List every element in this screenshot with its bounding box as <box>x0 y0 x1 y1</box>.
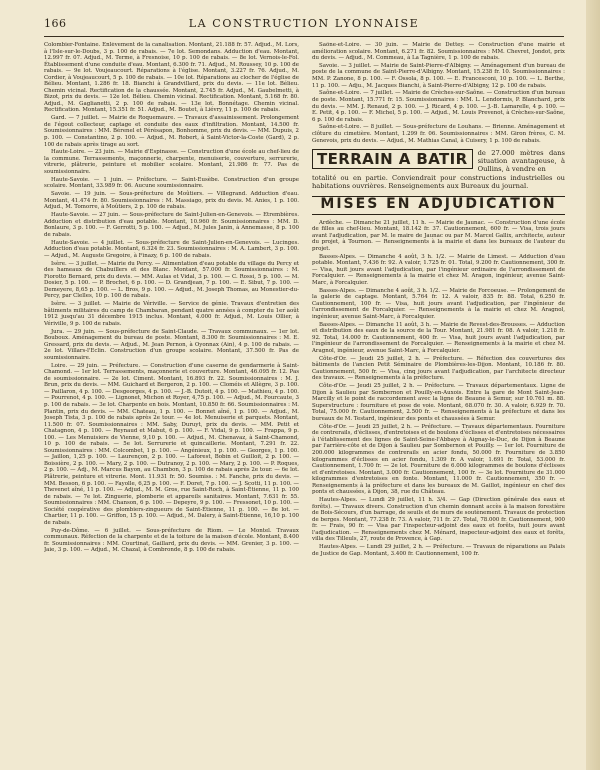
article-paragraph: Saône-et-Loire. — 7 juillet. — Mairie de Crèches-sur-Saône. — Construction d'un bureau de poste. Montant, 15.771 fr. 15. Soumissionnaires : MM. L. Lendormis, P. Blanchard, prix du devis. — MM. J. Renaud, 2 p. 100. — J. Ricard, 4 p. 100. — J.-B. Lamarelle, 4 p. 100. — E. Petit, 4 p. 100. — F. Michel, 5 p. 100. — Adjud., M. Louis Prevenot, à Crèches-sur-Saône, 6 p. 100 de rabais. <box>312 90 565 123</box>
article-paragraph: Isère. — 3 juillet. — Mairie de Vériville. — Service de génie. Travaux d'entretien des bâtiments militaires du camp de Chambaran, pendant quatre années à compter du 1er août 1912 jusqu'au 31 décembre 1915 inclus. Montant, 4.000 fr. Adjud., M. Louis Ollier, à Vériville, 9 p. 100 de rabais. <box>44 301 299 327</box>
article-paragraph: Haute-Savoie. — 27 juin. — Sous-préfecture de Saint-Julien-en-Genevois. — Etrembières. Adduction et distribution d'eau potable. Montant, 10.960 fr. Soumissionnaires : MM. D. Bonlaure, 3 p. 100. — F. Gerrotti, 5 p. 100. — Adjud., M. Jules Janin, à Annemasse, 8 p. 100 de rabais. <box>44 212 299 238</box>
article-paragraph: Savoie. — 3 juillet. — Mairie de Saint-Pierre-d'Albigny. — Aménagement d'un bureau de poste de la commune de Saint-Pierre-d'Albigny. Montant, 15.238 fr. 10. Soumissionnaires : MM. P. Zanone, 8 p. 100. — F. Ossola, 8 p. 100. — E. Francesconi, 10 p. 100. — L. Berthe, 11 p. 100. — Adju., M. Jacques Bianchi, à Saint-Pierre-d'Albigny, 12 p. 100 de rabais. <box>312 62 565 89</box>
right-column <box>312 42 565 754</box>
advertisement-body: totalité ou en partie. Conviendrait pour constructions industrielles ou habitations ouvrières. Renseignements aux Bureaux du journal. <box>312 174 565 191</box>
advertisement-head <box>312 149 565 173</box>
tender-paragraph: Côte-d'Or. — Jeudi 25 juillet, 2 h. — Préfecture. — Travaux départementaux. Fourniture de contrerails, d'éclisses, d'entretoises et de boulons d'éclisses et d'entretoises nécessaires à l'établissement des lignes de Saint-Seine-l'Abbaye à Aignay-le-Duc, de Dijon à Beaune par l'arrière-côte et de Dijon à Saulieu par Sombernon et Pouilly. — 1er lot. Fourniture de 200.000 kilogrammes de contrerails en acier fondu, 50.000 fr. Fourniture de 3.850 kilogrammes d'éclisses en acier fondu, 1.309 fr. A valoir, 1.691 fr. Total, 53.000 fr. Cautionnement, 1.700 fr. — 2e lot. Fourniture de 6.000 kilogrammes de boulons d'éclisses et d'entretoises. Montant, 3.000 fr. Cautionnement, 100 fr. — 3e lot. Fourniture de 31.000 kilogrammes d'entretoises en fonte. Montant, 11.000 fr. Cautionnement, 350 fr. — Renseignements à la préfecture et dans les bureaux de M. Gaillot, ingénieur en chef des ponts et chaussées, à Dijon, 38, rue du Château. <box>312 423 565 496</box>
article-paragraph: Saône-et-Loire. — 30 juin. — Mairie de Dettey. — Construction d'une mairie et amélioration scolaire. Montant, 6.271 fr. 82. Soumissionnaires : MM. Chevret, Jondot, prix du devis. — Adjud., M. Commeau, à La Tagnière, 1 p. 100 de rabais. <box>312 42 565 62</box>
advertisement-headline: de 27.000 mètres dans situation avantageuse, à Oullins, à vendre en <box>477 149 565 174</box>
tender-paragraph: Basses-Alpes. — Dimanche 11 août, 3 h. — Mairie de Revest-des-Brousses. — Adduction et distribution des eaux de la source de la Tour. Montant, 21.981 fr. 08. A valoir, 1.218 fr. 92. Total, 14.000 fr. Cautionnement, 400 fr. — Visa, huit jours avant l'adjudication, par l'ingénieur de l'arrondissement de Forcalquier. — Renseignements à la mairie et chez M. Aragnol, ingénieur, avenue Saint-Marc, à Forcalquier. <box>312 321 565 354</box>
article-paragraph: Saône-et-Loire. — 8 juillet. — Sous-préfecture de Louhans. — Brienne. Aménagement et clôture du cimetière. Montant, 1.299 fr. 06. Soumissionnaires : MM. Giron frères, C. M. Genevois, prix du devis. — Adjud., M. Mathias Canal, à Cuisery, 1 p. 100 de rabais. <box>312 124 565 144</box>
running-title: LA CONSTRUCTION LYONNAISE <box>188 17 420 30</box>
article-paragraph: Puy-de-Dôme. — 6 juillet. — Sous-préfecture de Riom. — Le Montel. Travaux communaux. Réfection de la charpente et de la toiture de la maison d'école. Montant, 8.400 fr. Soumissionnaires : MM. Courtinat, Gaillard, prix du devis. — MM. Grenier, 3 p. 100. — Jaie, 3 p. 100. — Adjud., M. Chazal, à Combronde, 8 p. 100 de rabais. <box>44 527 299 554</box>
article-paragraph: Haute-Savoie. — 1 juin. — Préfecture. — Saint-Eusèbe. Construction d'un groupe scolaire. Montant, 33.989 fr. 06. Aucune soumissionnaire. <box>44 176 299 190</box>
article-paragraph: Colombier-Fontaine. Enlèvement de la canalisation. Montant, 21.188 fr. 57. Adjud., M. Lors, à l'Isle-sur-le-Doubs, 3 p. 100 de rabais. — 7e lot. Semondans. Adduction d'eau. Montant, 12.997 fr. 07. Adjud., M. Terme, à Fresnoise, 10 p. 100 de rabais. — 8e lot. Vernois-le-Fol. Établissement d'une conduite d'eau. Montant, 6.300 fr. 71. Adjud., M. Roussey, 10 p. 100 de rabais. — 9e lot. Voujeaucourt. Réparations à l'église. Montant, 3.227 fr. 76. Adjud., M. Cordier, à Voujeaucourt, 5 p. 100 de rabais. — 10e lot. Réparations au clocher de l'église de Bélieu. Montant, 1.286 fr. 18. Bianchi à Grandvillard, prix du devis. — 11e lot. Bélieu. Chemin vicinal. Rectification de la chaussée. Montant, 2.745 fr. Adjud., M. Gaubelmetti, à Bizot, prix du devis. — 12e lot. Bélieu. Chemin vicinal. Rectification. Montant, 5.168 fr. 80. Adjud., M. Gaglianetti, 2 p. 100 de rabais. — 13e lot. Bonnétage. Chemin vicinal. Rectification. Montant, 15.351 fr. 51. Adjud., M. Boutet, à Liévry, 11 p. 100 de rabais. <box>44 42 299 114</box>
advertisement <box>312 149 565 190</box>
tender-paragraph: Côte-d'Or. — Jeudi 25 juillet, 2 h. — Préfecture. — Réfection des couvertures des bâtiments de l'ancien Petit Séminaire de Plombières-les-Dijon. Montant, 10.186 fr. 80. Cautionnement, 500 fr. — Visa, cinq jours avant l'adjudication, par l'architecte directeur des travaux. — Renseignements à la préfecture. <box>312 355 565 382</box>
article-paragraph: Savoie. — 19 juin. — Sous-préfecture de Moûtiers. — Villegrand. Adduction d'eau. Montant, 41.474 fr. 80. Soumissionnaires : M. Massiago, prix du devis. M. Anies, 1 p. 100. Adjud., M. Tomorre, à Moûtiers, 2 p. 100 de rabais. <box>44 191 299 211</box>
tender-paragraph: Côte-d'Or. — Jeudi 25 juillet, 2 h. — Préfecture. — Travaux départementaux. Ligne de Dijon à Saulieu par Sombernon et Pouilly-en-Auxois. Entre la gare de Mont Saint-Jean-Marcilly et le point de raccordement avec la ligne de Beaune à Semur, sur 10.761 m. 88. Superstructure : fourniture et pose de voie. Montant, 68.070 fr. 30. A valoir, 6.929 fr. 70. Total, 75.000 fr. Cautionnement, 2.500 fr. — Renseignements à la préfecture et dans les bureaux de M. Testard, ingénieur des ponts et chaussées à Semur. <box>312 383 565 422</box>
section-rule <box>312 214 565 215</box>
tender-paragraph: Hautes-Alpes. — Lundi 29 juillet, 2 h. — Préfecture. — Travaux de réparations au Palais de Justice de Gap. Montant, 3.400 fr. Cautionnement, 100 fr. <box>312 544 565 557</box>
tender-paragraph: Ardèche. — Dimanche 21 juillet, 11 h. — Mairie de Jaunac. — Construction d'une école de filles au chef-lieu. Montant, 18.142 fr. 37. Cautionnement, 600 fr. — Visa, trois jours avant l'adjudication, par M. le maire de Jaunac ou par M. Marcel Gallix, architecte, auteur du projet, à Tournon. — Renseignements à la mairie et dans les bureaux de l'auteur du projet. <box>312 219 565 252</box>
page-number: 166 <box>44 17 67 30</box>
tender-paragraph: Basses-Alpes. — Dimanche 4 août, 3 h. 1/2. — Mairie de Forcoeuse. — Prolongement de la galerie de captage. Montant, 5.764 fr. 12. A valoir, 835 fr. 88. Total, 6.250 fr. Cautionnement, 100 fr. — Visa, huit jours avant l'adjudication, par l'ingénieur de l'arrondissement de Forcalquier. — Renseignements à la mairie et chez M. Aragnol, ingénieur, avenue Saint-Marc, à Forcalquier. <box>312 287 565 320</box>
left-column <box>44 42 299 754</box>
article-paragraph: Loire. — 29 juin. — Préfecture. — Construction d'une caserne de gendarmerie à Saint-Chamond. — 1er lot. Terrassements, maçonnerie et couverture. Montant, 46.095 fr. 12. Pas de soumissionnaire. — 2e lot. Ciment. Montant, 16.893 fr. 22. Soumissionnaires : M. J. Brun, prix du devis. — MM. Guichard et Bergeron, 2 p. 100. — Cloméis et Allègre, 3 p. 100. — Paillaron, 4 p. 100. — Desgeorges, 4 p. 100. — J.-B. Dutoit, 4 p. 100. — Mathieu, 4 p. 100. — Pourrenot, 4 p. 100. — Lignonet, Michon et Royer, 4,75 p. 100. — Adjud., M. Fourcaute, 3 p. 100 de rabais. — 3e lot. Charpente en bois. Montant, 10.850 fr. 66. Soumissionnaires : M. Plantin, prix du devis. — MM. Chateau, 1 p. 100. — Bonnet aîné, 1 p. 100. — Adjud., M. Joseph Tista, 3 p. 100 de rabais après 2e tour. — 4e lot. Menuiserie et parquets. Montant, 11.500 fr. 07. Soumissionnaires : MM. Saby, Duruyt, prix du devis. — MM. Petit et Chatagnon, 4 p. 100. — Reynaud et Mabut, 6 p. 100. — F. Vidal, 9 p. 100. — Frappa, 9 p. 100. — Les Menuisiers de Vienne, 9,10 p. 100. — Adjud., M. Chenavaz, à Saint-Chamond, 10 p. 100 de rabais. — 5e lot. Serrurerie et quincaillerie. Montant, 7.291 fr. 22. Soumissionnaires : MM. Colcombet, 1 p. 100. — Angénieux, 1 p. 100. — Georges, 1 p. 100. — Jaillon, 1,25 p. 100. — Laurençon, 2 p. 100. — Laforest, Bobin et Guilloit, 2 p. 100. — Boissière, 2 p. 100. — Mary, 2 p. 100. — Dutranoy, 2 p. 100. — Mary, 2 p. 100. — P. Roques, 2 p. 100. — Adj., M. Marcus Bayon, au Chambon, 3 p. 100 de rabais après 2e tour. — 6e lot. Plâtrerie, peinture et vitrerie. Mont. 11.931 fr. 50. Soumiss. : M. Fanche, prix du devis. — MM. Besson, 6 p. 100. — Fayolle, 6,25 p. 100. — F. Doret, 7 p. 100. — J. Scotti, 11 p. 100. — Thevenet aîné, 11 p. 100. — Adjud., M. M. Gros, rue Saint-Roch, à Saint-Étienne, 11 p. 100 de rabais. — 7e lot. Zinguerie, plomberie et appareils sanitaires. Montant, 7.631 fr. 55. Soumissionnaires : MM. Chanson, 6 p. 100. — Depeyre, 9 p. 100. — Fressonet, 10 p. 100. — Société coopérative des plombiers-zingueurs de Saint-Étienne, 11 p. 100. — 8e lot. — Chartier, 11 p. 100. — Griffon, 15 p. 100. — Adjud., M. Dalery, à Saint-Étienne, 16,10 p. 100 de rabais. <box>44 362 299 526</box>
article-paragraph: Gard. — 7 juillet. — Mairie de Roquemaure. — Travaux d'assainissement. Prolongement de l'égout collecteur, captage et conduite des eaux d'infiltration. Montant, 14.500 fr. Soumissionnaires : MM. Bérenel et Pérésapon, Bonhomme, prix du devis. — MM. Dupuis, 2 p. 100. — Constantino, 2 p. 100. — Adjud., M. Robert, à Saint-Victor-la-Coste (Gard), 2 p. 100 de rabais après tirage au sort. <box>44 115 299 148</box>
article-paragraph: Haute-Loire. — 23 juin. — Mairie d'Espinasse. — Construction d'une école au chef-lieu de la commune. Terrassements, maçonnerie, charpente, menuiserie, couverture, serrurerie, vitrerie, plâtrerie, peinture et mobilier scolaire. Montant, 21.986 fr. 77. Pas de soumissionnaire. <box>44 149 299 175</box>
tender-paragraph: Hautes-Alpes. — Lundi 29 juillet, 11 h. 3/4. — Gap (Direction générale des eaux et forêts). — Travaux divers. Construction d'un chemin donnant accès à la maison forestière de Bois-Sécours, d'un barrage, de seuils et de murs de soutènement. Travaux de protection de berges. Montant, 77.238 fr. 73. A valoir, 711 fr. 27. Total, 78.000 fr. Cautionnement, 900 fr. — Frais, 90 fr. — Visa par l'inspecteur-adjoint des eaux et forêts, huit jours avant l'adjudication. — Renseignements chez M. Ménard, inspecteur-adjoint des eaux et forêts, villa des Tilleuls, 27, route de Provence, à Gap. <box>312 497 565 543</box>
article-paragraph: Jura. — 29 juin. — Sous-préfecture de Saint-Claude. — Travaux communaux. — 1er lot. Bouboux. Aménagement du bureau de poste. Montant, 8.300 fr. Soumissionnaires : M. E. Gressard, prix du devis. — Adjud., M. Jean Pernon, à Oyonnax (Ain), 4 p. 100 de rabais. — 2e lot. Villars-l'Eclin. Construction d'un groupe scolaire. Montant, 37.500 fr. Pas de soumissionnaire. <box>44 328 299 361</box>
section-title: MISES EN ADJUDICATION <box>320 196 557 213</box>
page-edge <box>586 0 600 770</box>
page-header <box>44 14 564 37</box>
tender-paragraph: Basses-Alpes. — Dimanche 4 août, 3 h. 1/2. — Mairie de Limest. — Adduction d'eau potable. Montant, 7.436 fr. 92. A valoir, 1.725 fr. 01. Total, 9.200 fr. Cautionnement, 300 fr. — Visa, huit jours avant l'adjudication, par l'ingénieur ordinaire de l'arrondissement de Forcalquier. — Renseignements à la mairie et chez M. Aragon, ingénieur, avenue Saint-Marc, à Forcalquier. <box>312 253 565 286</box>
article-paragraph: Haute-Savoie. — 4 juillet. — Sous-préfecture de Saint-Julien-en-Genevois. — Lucinges. Adduction d'eau potable. Montant, 6.324 fr. 23. Soumissionnaires : M. A. Lambert, 3 p. 100. — Adjud., M. Auguste Gregoire, à Finazy, 6 p. 100 de rabais. <box>44 239 299 259</box>
article-paragraph: Isère. — 3 juillet. — Mairie du Percy. — Alimentation d'eau potable du village du Percy et des hameaux de Chabuillers et des Blanc. Montant, 57.000 fr. Soumissionnaires : M. Fiorotto Bernard, prix du devis. — MM. Aulas et Vidal, 3 p. 100. — C. Rossi, 5 p. 100. — M. Dosier, 5 p. 100. — P. Brochet, 6 p. 100. — D. Grandjean, 7 p. 100. — E. Sibut, 7 p. 100. — Demeyere, 8,65 p. 100. — L. Bros, 9 p. 100. — Adjud., M. Joseph Thomas, au Monestier-du-Percy, par Clelles, 10 p. 100 de rabais. <box>44 260 299 300</box>
advertisement-title: TERRAIN A BATIR <box>312 149 473 169</box>
